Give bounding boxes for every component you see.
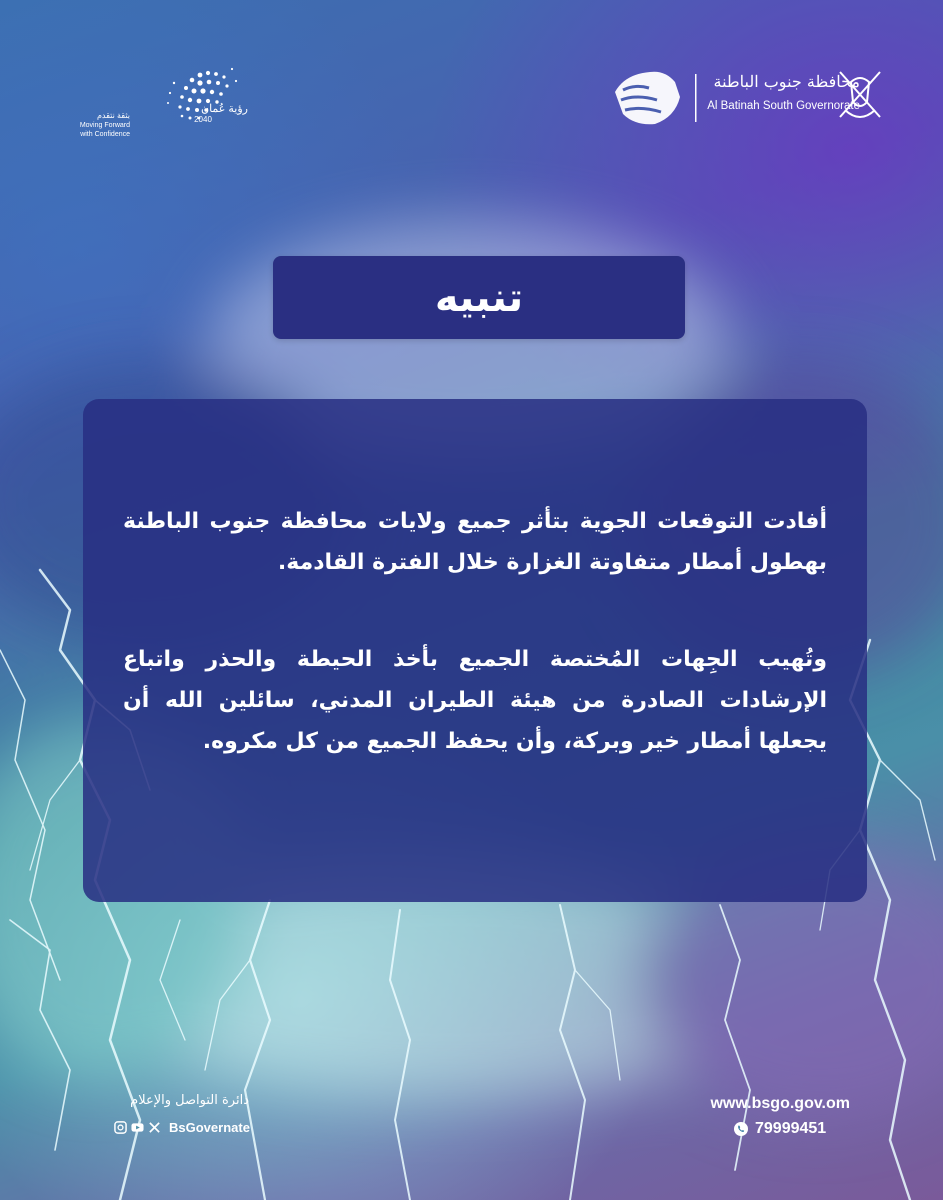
department-name: دائرة التواصل والإعلام xyxy=(130,1093,249,1108)
announcement-paragraph-1: أفادت التوقعات الجوية بتأثر جميع ولايات محافظة جنوب الباطنة بهطول أمطار متفاوتة الغزارة خلال الفترة القادمة. xyxy=(123,509,827,575)
announcement-box xyxy=(83,399,867,902)
announcement-paragraph-2: وتُهيب الجِهات المُختصة الجميع بأخذ الحيطة والحذر واتباع الإرشادات الصادرة من هيئة الطيران المدني، سائلين الله أن يجعلها أمطار خير وبركة، وأن يحفظ الجميع من كل مكروه. xyxy=(123,647,827,754)
whatsapp-icon xyxy=(733,1121,749,1137)
page-title: تنبيه xyxy=(434,274,524,321)
vision-label: رؤية عُمان xyxy=(201,103,248,115)
governorate-name-english: Al Batinah South Governorate xyxy=(707,100,860,112)
social-links xyxy=(114,1117,250,1137)
x-icon[interactable] xyxy=(148,1121,161,1134)
tagline-arabic: بثقة نتقدم xyxy=(96,111,130,120)
website-link[interactable]: www.bsgo.gov.om xyxy=(710,1095,850,1112)
social-handle[interactable]: BsGovernate xyxy=(169,1119,250,1135)
logo-divider xyxy=(695,74,697,122)
tagline-english-line-1: Moving Forward xyxy=(79,122,130,129)
instagram-icon[interactable] xyxy=(114,1121,127,1134)
vision-year: 2040 xyxy=(194,115,212,124)
title-banner xyxy=(273,256,685,339)
tagline-english-line-2: with Confidence xyxy=(80,131,130,138)
governorate-map-logo xyxy=(615,72,680,125)
youtube-icon[interactable] xyxy=(131,1121,144,1134)
phone-contact[interactable] xyxy=(733,1118,826,1140)
phone-number: 79999451 xyxy=(755,1120,827,1137)
governorate-name-arabic: محافظة جنوب الباطنة xyxy=(713,72,860,91)
